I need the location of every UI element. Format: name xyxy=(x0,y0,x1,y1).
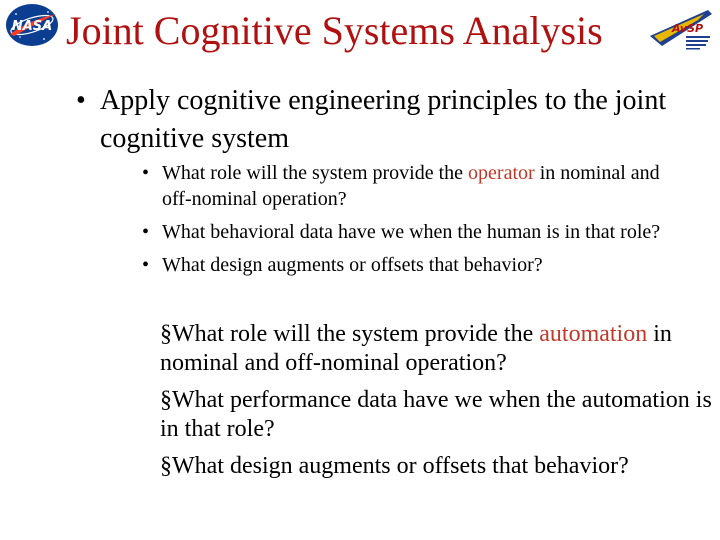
svg-text:AvSP: AvSP xyxy=(672,22,704,35)
sub-bullet-text: What behavioral data have we when the human is in that role? xyxy=(162,221,661,243)
square-bullet: § xyxy=(160,321,172,347)
alt-bullet-text: What role will the system provide the xyxy=(172,321,540,347)
nasa-logo-icon xyxy=(4,2,60,48)
square-bullet: § xyxy=(160,387,172,413)
sub-bullet-text-end: in nominal and off-nominal operation? xyxy=(162,162,660,210)
sub-bullet-list xyxy=(142,160,662,285)
main-bullet-text: Apply cognitive engineering principles to the joint cognitive system xyxy=(100,85,667,154)
bullet-dot: • xyxy=(142,221,150,243)
bullet-dot: • xyxy=(142,254,150,276)
sub-bullet-text: What design augments or offsets that behavior? xyxy=(162,254,543,276)
square-bullet: § xyxy=(160,453,172,479)
bullet-dot: • xyxy=(142,162,150,184)
alt-bullet-text: What performance data have we when the automation is in that role? xyxy=(160,387,712,442)
avsp-logo-icon xyxy=(648,6,714,52)
sub-bullet-behavioral-data xyxy=(142,219,662,245)
alt-bullet-performance-data xyxy=(160,386,716,444)
alt-bullet-text: What design augments or offsets that behavior? xyxy=(172,453,629,479)
slide-title: Joint Cognitive Systems Analysis xyxy=(66,8,603,53)
main-bullet xyxy=(76,82,676,158)
sub-bullet-design-augments xyxy=(142,252,662,278)
highlight-operator: operator xyxy=(468,162,535,184)
svg-text:NASA: NASA xyxy=(11,19,53,34)
bullet-dot: • xyxy=(76,85,86,116)
automation-bullet-list xyxy=(160,320,716,489)
alt-bullet-design-augments xyxy=(160,452,716,481)
alt-bullet-automation-role xyxy=(160,320,716,378)
alt-bullet-text-end: in nominal and off-nominal operation? xyxy=(160,321,672,376)
sub-bullet-text: What role will the system provide the xyxy=(162,162,469,184)
highlight-automation: automation xyxy=(539,321,648,347)
sub-bullet-operator-role xyxy=(142,160,662,212)
